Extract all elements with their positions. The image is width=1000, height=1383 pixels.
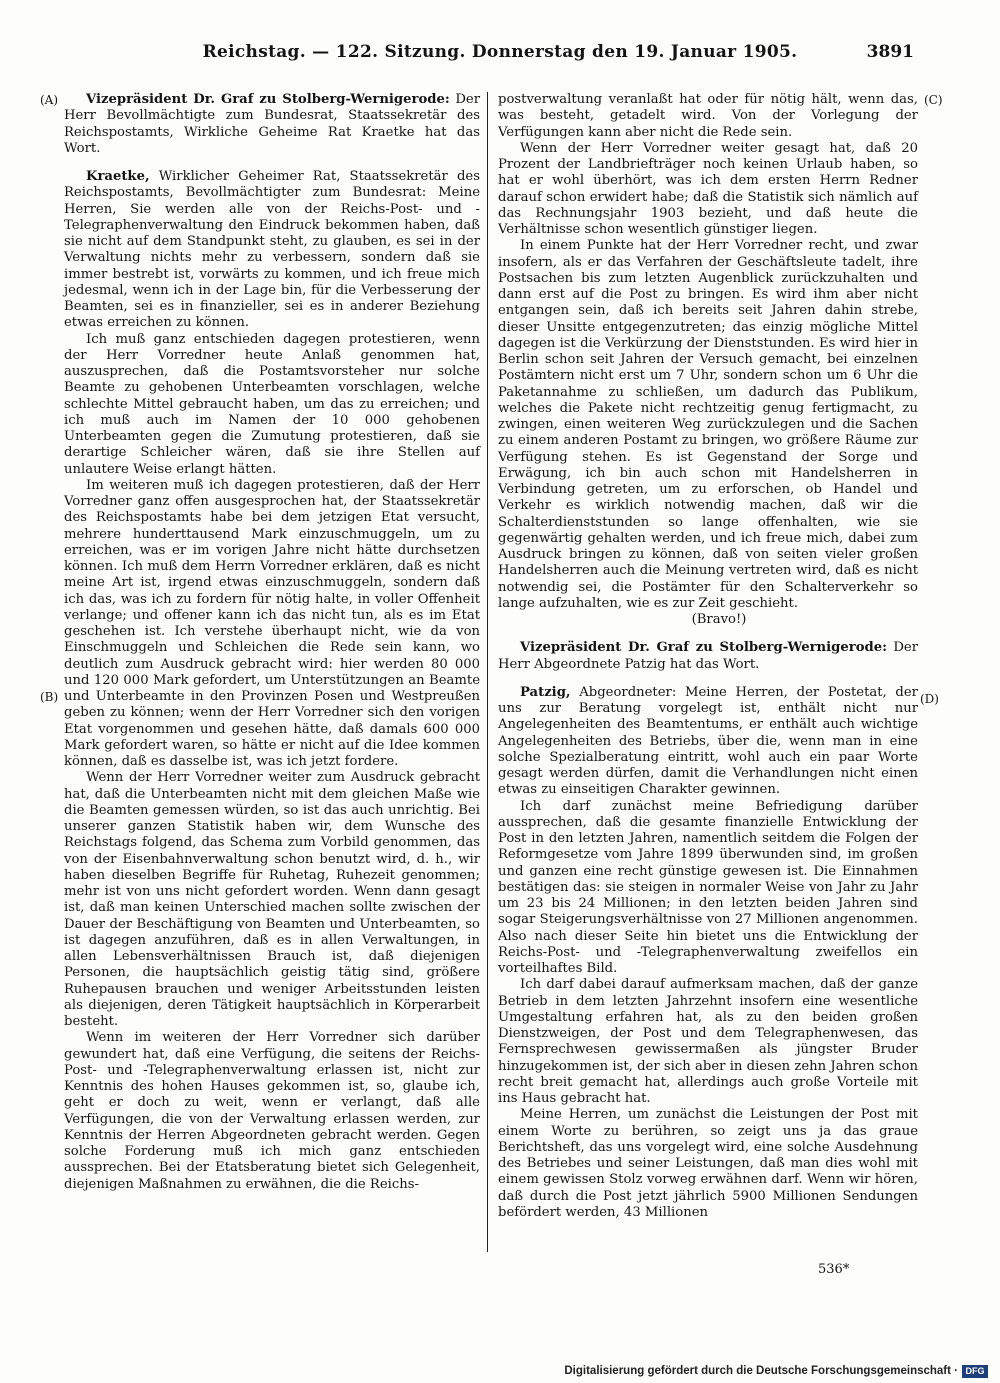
- speech-intro-paragraph: [498, 640, 918, 673]
- speech-intro-paragraph: [64, 92, 480, 157]
- speech-paragraph: Wenn der Herr Vorredner weiter gesagt hat, daß 20 Prozent der Landbriefträger noch keinen Urlaub haben, so hat er wohl überhört, was ich dem ersten Herrn Redner darauf schon erwidert habe; daß die Statistik sich nämlich auf das Rechnungsjahr 1903 bezieht, und daß heute die Verhältnisse schon wesentlich günstiger liegen.: [498, 140, 918, 237]
- speaker-name: Kraetke,: [86, 169, 150, 184]
- speech-paragraph: Wenn im weiteren der Herr Vorredner sich darüber gewundert hat, daß eine Verfügung, die seitens der Reichs-Post- und -Telegraphenverwaltung erlassen ist, nicht zur Kenntnis des hohen Hauses gekommen ist, so, glaube ich, geht er doch zu weit, wenn er verlangt, daß alle Verfügungen, die von der Verwaltung erlassen werden, zur Kenntnis der Herren Abgeordneten gebracht werden. Gegen solche Forderung muß ich mich ganz entschieden aussprechen. Bei der Etatsberatung bietet sich Gelegenheit, diejenigen Maßnahmen zu erwähnen, die die Reichs-: [64, 1030, 480, 1192]
- page-number: 3891: [866, 42, 914, 62]
- speech-paragraph: postverwaltung veranlaßt hat oder für nötig hält, wenn das, was besteht, getadelt wird. Von der Vorlegung der Verfügungen kann aber nicht die Rede sein.: [498, 92, 918, 140]
- margin-marker-c: (C): [924, 93, 943, 107]
- footer-text: Digitalisierung gefördert durch die Deutsche Forschungsgemeinschaft ·: [564, 1365, 958, 1377]
- speech-paragraph: [64, 169, 480, 332]
- margin-marker-a: (A): [40, 93, 59, 107]
- page-header: [0, 36, 1000, 76]
- speaker-name: Vizepräsident Dr. Graf zu Stolberg-Wernigerode:: [520, 640, 887, 656]
- speech-paragraph: Im weiteren muß ich dagegen protestieren, daß der Herr Vorredner ganz offen ausgesprochen hat, der Staatssekretär des Reichspostamts habe bei dem jetzigen Etat versucht, mehrere hunderttausend Mark einzuschmuggeln, um zu erreichen, was er im vorigen Jahre nicht hätte durchsetzen können. Ich muß dem Herrn Vorredner erklären, daß es nicht meine Art ist, irgend etwas einzuschmuggeln, sondern daß ich das, was ich zu fordern für nötig halte, in voller Offenheit verlange; und offener kann ich das nicht tun, als es im Etat geschehen ist. Ich verstehe überhaupt nicht, wie da von Einschmuggeln und Schleichen die Rede sein kann, wo deutlich zum Ausdruck gebracht wird: hier werden 80 000 und 120 000 Mark gefordert, um Unterstützungen an Beamte und Unterbeamte in den Provinzen Posen und Westpreußen geben zu können; wenn der Herr Vorredner sich den vorigen Etat vorgenommen und gesehen hätte, daß damals 600 000 Mark gefordert waren, so hätte er nicht auf die Idee kommen können, daß es dasselbe ist, was ich jetzt fordere.: [64, 477, 480, 769]
- paragraph-text: Abgeordneter: Meine Herren, der Postetat, der uns zur Beratung vorgelegt ist, enthält nicht nur Angelegenheiten des Beamtentums, er enthält auch wichtige Angelegenheiten des Betriebs, über die, wenn man in eine solche Spezialberatung eintritt, wohl auch ein paar Worte gesagt werden dürfen, damit die Verhandlungen nicht einen etwas zu einseitigen Charakter gewinnen.: [498, 684, 918, 798]
- speech-paragraph: Ich darf zunächst meine Befriedigung darüber aussprechen, daß die gesamte finanzielle Entwicklung der Post in den letzten Jahren, namentlich seitdem die Folgen der Reformgesetze vom Jahre 1899 überwunden sind, im großen und ganzen eine recht günstige gewesen ist. Die Einnahmen bestätigen das: sie steigen in normaler Weise von Jahr zu Jahr um 23 bis 24 Millionen; in den letzten beiden Jahren sind sogar Steigerungsverhältnisse von 27 Millionen angenommen. Also nach dieser Seite hin bietet uns die Entwicklung der Reichs-Post- und -Telegraphenverwaltung zweifellos ein vorteilhaftes Bild.: [498, 798, 918, 976]
- dfg-logo-icon: DFG: [962, 1365, 988, 1378]
- sheet-signature: 536*: [818, 1262, 850, 1277]
- speech-paragraph: In einem Punkte hat der Herr Vorredner recht, und zwar insofern, als er das Verfahren der Geschäftsleute tadelt, ihre Postsachen bis zum letzten Augenblick zurückzuhalten und dann erst auf die Post zu bringen. Es wird ihm aber nicht entgangen sein, daß ich bereits seit Jahren dahin strebe, dieser Unsitte entgegenzutreten; das einzig mögliche Mittel dagegen ist die Verkürzung der Dienststunden. Es wird hier in Berlin schon seit Jahren der Versuch gemacht, bei einzelnen Postämtern nicht erst um 7 Uhr, sondern schon um 6 Uhr die Paketannahme zu schließen, um dadurch das Publikum, welches die Pakete nicht rechtzeitig genug fertigmacht, zu zwingen, einen weiteren Weg zurückzulegen und die Sachen zu einem anderen Postamt zu bringen, wo größere Räume zur Verfügung stehen. Es ist Gegenstand der Sorge und Erwägung, ich bin auch schon mit Handelsherren in Verbindung getreten, um zu erforschen, ob Handel und Verkehr es wirklich notwendig machen, daß wir die Schalterdienststunden so lange offenhalten, wie sie gegenwärtig gehalten werden, und ich freue mich, dabei zum Ausdruck bringen zu können, daß von seiten vieler großen Handelsherren auch die Meinung vertreten wird, daß es nicht notwendig sei, die Postämter für den Schalterverkehr so lange aufzuhalten, wie es zur Zeit geschieht.: [498, 238, 918, 611]
- paragraph-text: Der Herr Abgeordnete Patzig hat das Wort.: [498, 640, 918, 672]
- speech-paragraph: [498, 685, 918, 799]
- speaker-name: Patzig,: [520, 684, 571, 700]
- paragraph-text: Der Herr Bevollmächtigte zum Bundesrat, Staatssekretär des Reichspostamts, Wirkliche Geheime Rat Kraetke hat das Wort.: [64, 92, 480, 156]
- digitization-footer: [564, 1362, 988, 1380]
- speech-paragraph: Ich muß ganz entschieden dagegen protestieren, wenn der Herr Vorredner heute Anlaß genommen hat, auszusprechen, daß die Postamtsvorsteher nur solche Beamte zu gehobenen Unterbeamten vorschlagen, welche schlechte Mittel gebraucht haben, um das zu erreichen; und ich muß auch im Namen der 10 000 gehobenen Unterbeamten gegen die Zumutung protestieren, daß sie derartige Schleicher wären, daß sie ihre Stellen auf unlautere Weise erlangt hätten.: [64, 331, 480, 477]
- speech-paragraph: Ich darf dabei darauf aufmerksam machen, daß der ganze Betrieb in dem letzten Jahrzehnt insofern eine wesentliche Umgestaltung erfahren hat, als zu den beiden großen Dienstzweigen, der Post und dem Telegraphenwesen, das Fernsprechwesen gewissermaßen als jüngster Bruder hinzugekommen ist, der sich aber in diesen zehn Jahren schon recht breit gemacht hat, allerdings auch große Vorteile mit ins Haus gebracht hat.: [498, 977, 918, 1106]
- header-title: Reichstag. — 122. Sitzung. Donnerstag den 19. Januar 1905.: [202, 42, 798, 62]
- speaker-name: Vizepräsident Dr. Graf zu Stolberg-Wernigerode:: [86, 92, 450, 107]
- margin-marker-d: (D): [920, 692, 939, 706]
- interjection: (Bravo!): [691, 612, 747, 627]
- paragraph-text: Wirklicher Geheimer Rat, Staatssekretär des Reichspostamts, Bevollmächtigter zum Bundesrat: Meine Herren, Sie werden alle von der Reichs-Post- und -Telegraphenverwaltung den Eindruck bekommen haben, daß sie nicht auf dem Standpunkt steht, zu glauben, es sei in der Verwaltung nichts mehr zu verbessern, sondern daß sie immer bestrebt ist, vorwärts zu kommen, und ich freue mich jedesmal, wenn ich in der Lage bin, für die Verbesserung der Beamten, sei es in finanzieller, sei es in anderer Beziehung etwas erreichen zu können.: [64, 169, 480, 331]
- speech-paragraph: Wenn der Herr Vorredner weiter zum Ausdruck gebracht hat, daß die Unterbeamten nicht mit dem gleichen Maße wie die Beamten gemessen würden, so ist das auch unrichtig. Bei unserer ganzen Statistik haben wir, dem Wunsche des Reichstags folgend, das Schema zum Vorbild genommen, das von der Eisenbahnverwaltung schon benutzt wird, d. h., wir haben dieselben Begriffe für Ruhetag, Ruhezeit genommen; mehr ist von uns nicht gefordert worden. Wenn dann gesagt ist, daß man keinen Unterschied machen sollte zwischen der Dauer der Beschäftigung von Beamten und Unterbeamten, so ist dagegen anzuführen, daß es in allen Verwaltungen, in allen Lebensverhältnissen Brauch ist, daß diejenigen Personen, die hauptsächlich geistig tätig sind, größere Ruhepausen brauchen und weniger Arbeitsstunden leisten als diejenigen, deren Tätigkeit hauptsächlich in Körperarbeit besteht.: [64, 770, 480, 1029]
- left-column: [64, 92, 480, 1193]
- speech-paragraph: Meine Herren, um zunächst die Leistungen der Post mit einem Worte zu berühren, so zeigt uns ja das graue Berichtsheft, das uns vorgelegt wird, eine solche Ausdehnung des Betriebes und seiner Leistungen, daß man dies wohl mit einem gewissen Stolz vorweg erwähnen darf. Wenn wir hören, daß durch die Post jetzt jährlich 5900 Millionen Sendungen befördert werden, 43 Millionen: [498, 1107, 918, 1220]
- margin-marker-b: (B): [40, 690, 59, 704]
- right-column: [498, 92, 918, 1221]
- column-divider: [487, 92, 488, 1252]
